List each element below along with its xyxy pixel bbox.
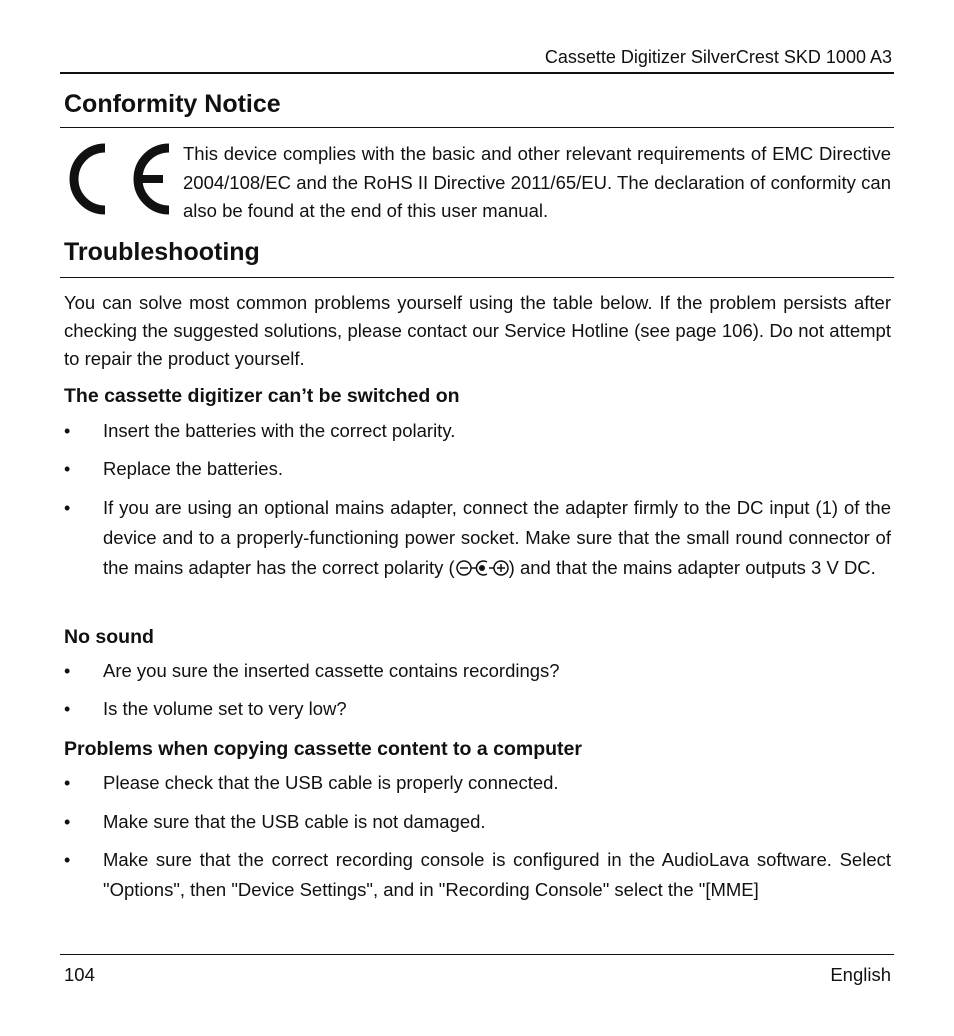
list-item xyxy=(64,454,891,484)
list-item-text: Replace the batteries. xyxy=(103,458,283,479)
list-item xyxy=(64,416,891,446)
ce-mark-logo xyxy=(62,140,172,218)
polarity-text-after: ) and that the mains adapter outputs 3 V DC. xyxy=(508,557,876,578)
list-item xyxy=(64,694,891,724)
header-rule xyxy=(60,72,894,74)
list-item-text xyxy=(103,493,891,583)
list-item-text: Insert the batteries with the correct polarity. xyxy=(103,420,456,441)
page-number: 104 xyxy=(64,964,95,985)
polarity-text-before: If you are using an optional mains adapter, connect the adapter firmly to the DC input (1) of the device and to a properly-functioning power socket. Make sure that the small round connector of the mains adapter has the correct polarity ( xyxy=(103,497,891,578)
list-item-text: Make sure that the correct recording console is configured in the AudioLava software. Select "Options", then "Device Settings", and in "Recording Console" select the "[MME] xyxy=(103,849,891,900)
bullet: • xyxy=(64,699,71,719)
list-item xyxy=(64,493,891,583)
list-item-text: Is the volume set to very low? xyxy=(103,698,347,719)
footer-language: English xyxy=(830,964,891,985)
bullet: • xyxy=(64,773,71,793)
conformity-heading: Conformity Notice xyxy=(64,90,281,118)
section-heading-copying: Problems when copying cassette content to a computer xyxy=(64,738,582,760)
list-item xyxy=(64,656,891,686)
bullet: • xyxy=(64,812,71,832)
list-item xyxy=(64,845,891,905)
list-item xyxy=(64,768,891,798)
list-item-text: Make sure that the USB cable is not damaged. xyxy=(103,811,486,832)
troubleshooting-intro: You can solve most common problems yourself using the table below. If the problem persists after checking the suggested solutions, please contact our Service Hotline (see page 106). Do not attempt to repair the product yourself. xyxy=(64,292,891,369)
section-heading-power: The cassette digitizer can’t be switched on xyxy=(64,385,460,407)
conformity-text: This device complies with the basic and other relevant requirements of EMC Directive 2004/108/EC and the RoHS II Directive 2011/65/EU. The declaration of conformity can also be found at the end of this user manual. xyxy=(183,143,891,221)
footer-rule xyxy=(60,954,894,955)
troubleshooting-rule xyxy=(60,277,894,278)
bullet: • xyxy=(64,421,71,441)
list-item-text: Please check that the USB cable is properly connected. xyxy=(103,772,559,793)
list-item xyxy=(64,807,891,837)
bullet: • xyxy=(64,661,71,681)
troubleshooting-heading: Troubleshooting xyxy=(64,238,260,266)
bullet: • xyxy=(64,850,71,870)
polarity-symbol-icon xyxy=(455,559,509,577)
conformity-rule xyxy=(60,127,894,128)
section-heading-no-sound: No sound xyxy=(64,626,154,648)
running-header: Cassette Digitizer SilverCrest SKD 1000 A3 xyxy=(544,47,892,67)
bullet: • xyxy=(64,498,71,518)
list-item-text: Are you sure the inserted cassette contains recordings? xyxy=(103,660,560,681)
bullet: • xyxy=(64,459,71,479)
